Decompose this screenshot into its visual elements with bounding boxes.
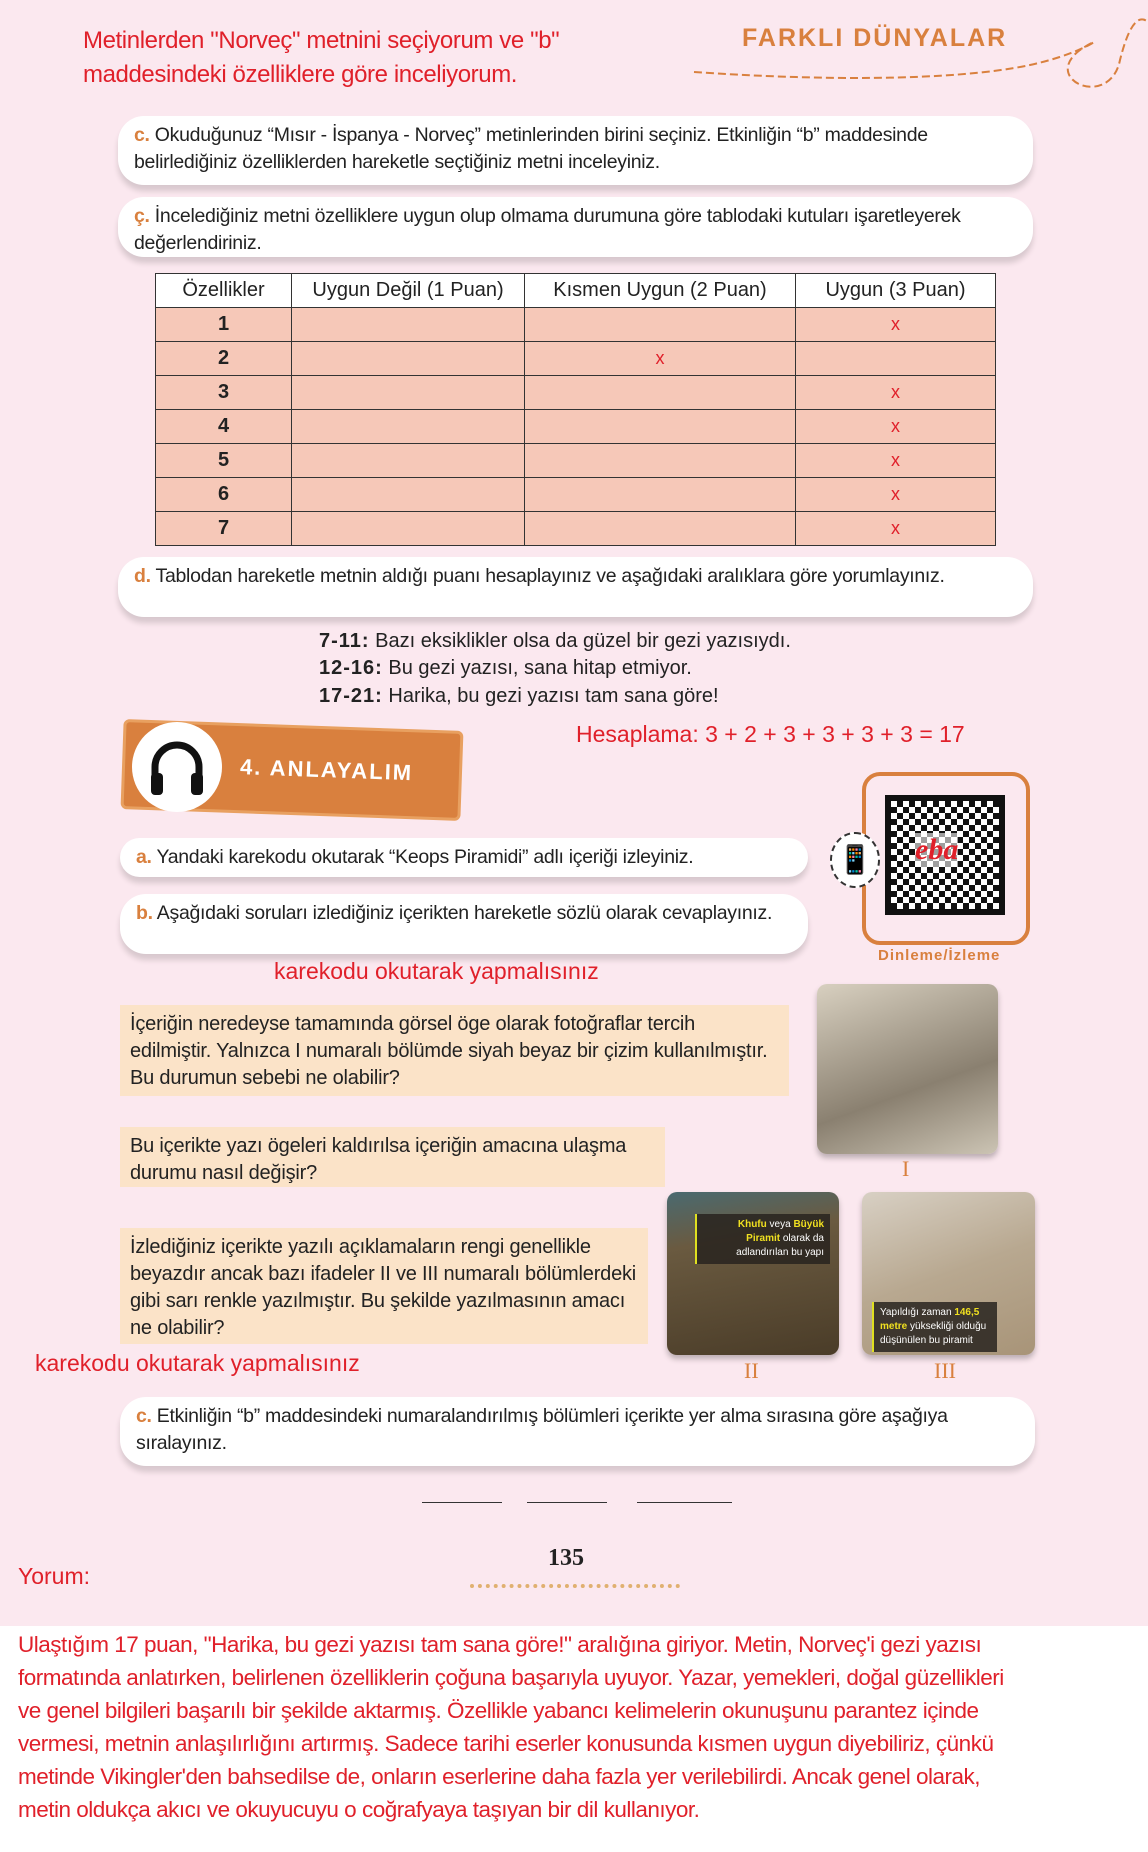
table-row [156,410,996,444]
comment-label: Yorum: [18,1563,91,1589]
qr-label: Dinleme/İzleme [878,947,1001,964]
column-header: Uygun (3 Puan) [796,274,996,308]
phone-scan-icon: 📱 [830,832,880,888]
feature-number: 2 [156,342,292,376]
answer-blank[interactable] [527,1502,607,1503]
table-row [156,308,996,342]
image-label: I [902,1156,910,1181]
comment-line: metinde Vikingler'den bahsedilse de, onların eserlerine daha fazla yer verilebilirdi. Ancak genel olarak, [18,1764,980,1789]
qr-code[interactable] [885,795,1005,915]
feature-number: 1 [156,308,292,342]
column-header: Kısmen Uygun (2 Puan) [525,274,796,308]
score-cell[interactable] [525,512,796,546]
decorative-dashed-line-icon [690,10,1148,90]
image-label: II [744,1358,759,1383]
image-engraving-workers [817,984,998,1154]
score-range: 17-21: Harika, bu gezi yazısı tam sana göre! [319,685,719,707]
score-cell[interactable]: x [796,308,996,342]
feature-number: 7 [156,512,292,546]
score-cell[interactable] [292,376,525,410]
image-khufu-pyramid: Khufu veya Büyük Piramit olarak da adlandırılan bu yapı [667,1192,839,1355]
column-header: Uygun Değil (1 Puan) [292,274,525,308]
score-cell[interactable]: x [796,376,996,410]
score-cell[interactable] [292,478,525,512]
table-row [156,512,996,546]
question-2: Bu içerikte yazı ögeleri kaldırılsa içeriğin amacına ulaşma durumu nasıl değişir? [120,1127,665,1187]
score-cell[interactable] [525,444,796,478]
score-cell[interactable] [292,308,525,342]
comment-line: ve genel bilgileri başarılı bir şekilde aktarmış. Özellikle yabancı kelimelerin okunuşunu parantez içinde [18,1698,979,1723]
table-row [156,478,996,512]
note-line: Metinlerden "Norveç" metnini seçiyorum ve "b" [83,27,560,54]
score-range: 7-11: Bazı eksiklikler olsa da güzel bir gezi yazısıydı. [319,630,791,652]
score-cell[interactable]: x [796,478,996,512]
comment-line: Ulaştığım 17 puan, "Harika, bu gezi yazısı tam sana göre!" aralığına giriyor. Metin, Norveç'i gezi yazısı [18,1632,982,1657]
image-label: III [934,1358,956,1383]
comment-line: vermesi, metnin anlaşılırlığını artırmış. Sadece tarihi eserler konusunda kısmen uygun diyebiliriz, çünkü [18,1731,994,1756]
answer-blank[interactable] [422,1502,502,1503]
score-cell[interactable] [525,478,796,512]
question-1: İçeriğin neredeyse tamamında görsel öge olarak fotoğraflar tercih edilmiştir. Yalnızca I numaralı bölümde siyah beyaz bir çizim kullanılmıştır. Bu durumun sebebi ne olabilir? [120,1005,789,1096]
score-cell[interactable]: x [796,512,996,546]
score-cell[interactable] [292,410,525,444]
question-3: İzlediğiniz içerikte yazılı açıklamaların rengi genellikle beyazdır ancak bazı ifadeler II ve III numaralı bölümlerdeki gibi sarı renkle yazılmıştır. Bu şekilde yazılmasının amacı ne olabilir? [120,1228,648,1344]
page-number: 135 [548,1545,584,1571]
image-giza-pyramids: Yapıldığı zaman 146,5 metre yüksekliği olduğu düşünülen bu piramit [862,1192,1035,1355]
unit-title: FARKLI DÜNYALAR [742,24,1008,52]
answer-blank[interactable] [637,1502,732,1503]
feature-number: 4 [156,410,292,444]
score-cell[interactable] [292,444,525,478]
student-comment [18,1628,1148,1826]
score-cell[interactable] [525,376,796,410]
feature-number: 3 [156,376,292,410]
instruction-c2: c. Etkinliğin “b” maddesindeki numaralandırılmış bölümleri içerikte yer alma sırasına göre aşağıya sıralayınız. [120,1397,1035,1466]
feature-number: 5 [156,444,292,478]
section-title: 4. ANLAYALIM [239,754,414,786]
instruction-a: a. Yandaki karekodu okutarak “Keops Piramidi” adlı içeriği izleyiniz. [120,838,808,877]
feature-number: 6 [156,478,292,512]
evaluation-table [155,273,996,546]
instruction-b: b. Aşağıdaki soruları izlediğiniz içerikten hareketle sözlü olarak cevaplayınız. [120,894,808,954]
score-cell[interactable] [292,342,525,376]
instruction-c: c. Okuduğunuz “Mısır - İspanya - Norveç” metinlerinden birini seçiniz. Etkinliğin “b” maddesinde belirlediğiniz özelliklerden hareketle seçtiğiniz metni inceleyiniz. [118,116,1033,185]
score-cell[interactable] [525,308,796,342]
headphones-icon [132,722,222,812]
page-decoration [470,1584,680,1588]
score-cell[interactable] [292,512,525,546]
score-cell[interactable]: x [525,342,796,376]
score-cell[interactable]: x [796,444,996,478]
table-row [156,376,996,410]
column-header: Özellikler [156,274,292,308]
student-note-top [83,24,559,92]
table-row [156,444,996,478]
score-cell[interactable] [525,410,796,444]
score-cell[interactable]: x [796,410,996,444]
instruction-cc: ç. İncelediğiniz metni özelliklere uygun olup olmama durumuna göre tablodaki kutuları işaretleyerek değerlendiriniz. [118,197,1033,257]
table-row [156,342,996,376]
student-note-qr: karekodu okutarak yapmalısınız [35,1350,360,1376]
instruction-d: d. Tablodan hareketle metnin aldığı puanı hesaplayınız ve aşağıdaki aralıklara göre yorumlayınız. [118,557,1033,617]
score-cell[interactable] [796,342,996,376]
eba-logo: eba [915,833,959,866]
student-note-qr: karekodu okutarak yapmalısınız [274,958,599,984]
comment-line: formatında anlatırken, belirlenen özelliklerin çoğuna başarıyla uyuyor. Yazar, yemekleri, doğal güzellikleri [18,1665,1004,1690]
comment-line: metin oldukça akıcı ve okuyucuyu o coğrafyaya taşıyan bir dil kullanıyor. [18,1797,700,1822]
calculation-note: Hesaplama: 3 + 2 + 3 + 3 + 3 + 3 = 17 [576,721,965,747]
note-line: maddesindeki özelliklere göre inceliyorum. [83,61,518,88]
score-range: 12-16: Bu gezi yazısı, sana hitap etmiyor. [319,657,692,679]
